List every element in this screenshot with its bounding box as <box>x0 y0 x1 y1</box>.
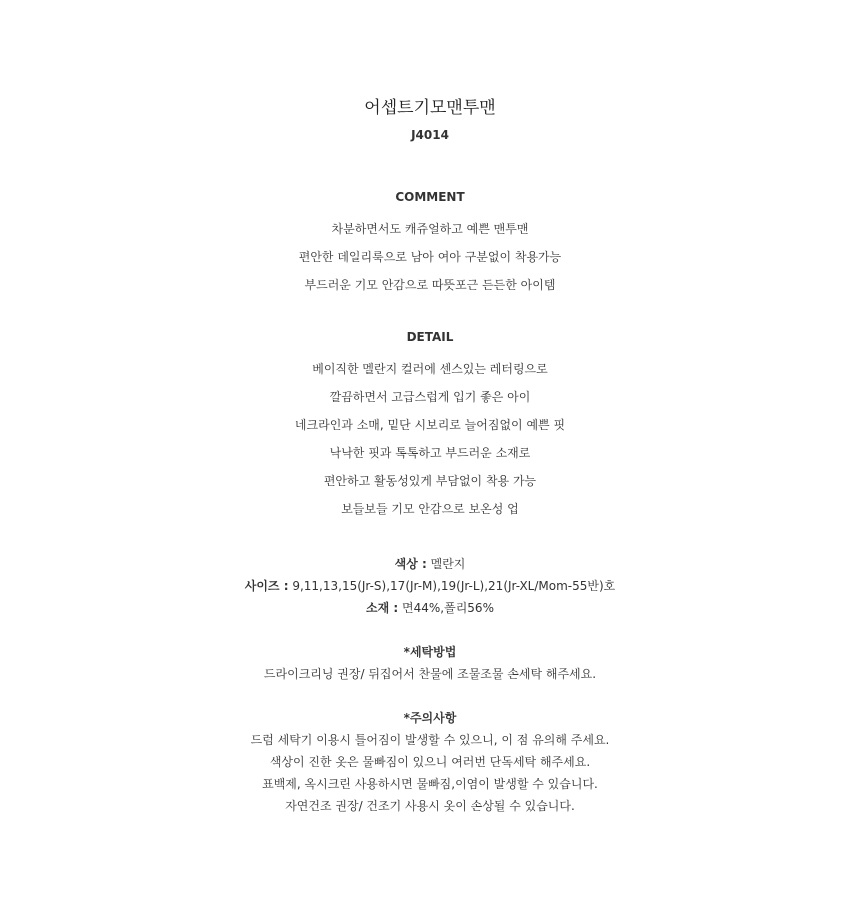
size-row <box>0 575 860 597</box>
color-row <box>0 553 860 575</box>
detail-line: 베이직한 멜란지 컬러에 센스있는 레터링으로 <box>312 362 548 376</box>
material-label: 소재 : <box>366 601 399 615</box>
caution-line: 표백제, 옥시크린 사용하시면 물빠짐,이염이 발생할 수 있습니다. <box>262 777 598 791</box>
detail-line: 네크라인과 소매, 밑단 시보리로 늘어짐없이 예쁜 핏 <box>294 418 566 432</box>
product-code: J4014 <box>411 128 449 142</box>
comment-section <box>0 188 860 299</box>
material-row <box>0 597 860 619</box>
detail-line: 편안하고 활동성있게 부담없이 착용 가능 <box>323 474 537 488</box>
detail-line: 깔끔하면서 고급스럽게 입기 좋은 아이 <box>329 390 531 404</box>
care-line: 드라이크리닝 권장/ 뒤집어서 찬물에 조물조물 손세탁 해주세요. <box>263 667 597 681</box>
size-value: 9,11,13,15(Jr-S),17(Jr-M),19(Jr-L),21(Jr-XL/Mom-55반)호 <box>292 579 616 593</box>
caution-line: 드럼 세탁기 이용시 틀어짐이 발생할 수 있으니, 이 점 유의해 주세요. <box>250 733 610 747</box>
comment-line: 편안한 데일리룩으로 남아 여아 구분없이 착용가능 <box>298 250 562 264</box>
caution-heading: *주의사항 <box>403 711 457 725</box>
detail-line: 낙낙한 핏과 톡톡하고 부드러운 소재로 <box>329 446 531 460</box>
product-name: 어셉트기모맨투맨 <box>364 98 496 118</box>
spec-section <box>0 553 860 619</box>
size-label: 사이즈 : <box>244 579 289 593</box>
comment-line: 부드러운 기모 안감으로 따뜻포근 든든한 아이템 <box>304 278 556 292</box>
caution-section <box>0 707 860 817</box>
comment-heading: COMMENT <box>395 190 465 204</box>
care-section <box>0 641 860 685</box>
color-label: 색상 : <box>394 557 427 571</box>
detail-heading: DETAIL <box>406 330 454 344</box>
detail-section <box>0 328 860 523</box>
care-heading: *세탁방법 <box>403 645 457 659</box>
material-value: 면44%,폴리56% <box>402 601 494 615</box>
comment-line: 차분하면서도 캐쥬얼하고 예쁜 맨투맨 <box>331 222 529 236</box>
caution-line: 자연건조 권장/ 건조기 사용시 옷이 손상될 수 있습니다. <box>285 799 575 813</box>
caution-line: 색상이 진한 옷은 물빠짐이 있으니 여러번 단독세탁 해주세요. <box>269 755 591 769</box>
color-value: 멜란지 <box>430 557 466 571</box>
detail-line: 보들보들 기모 안감으로 보온성 업 <box>341 502 519 516</box>
